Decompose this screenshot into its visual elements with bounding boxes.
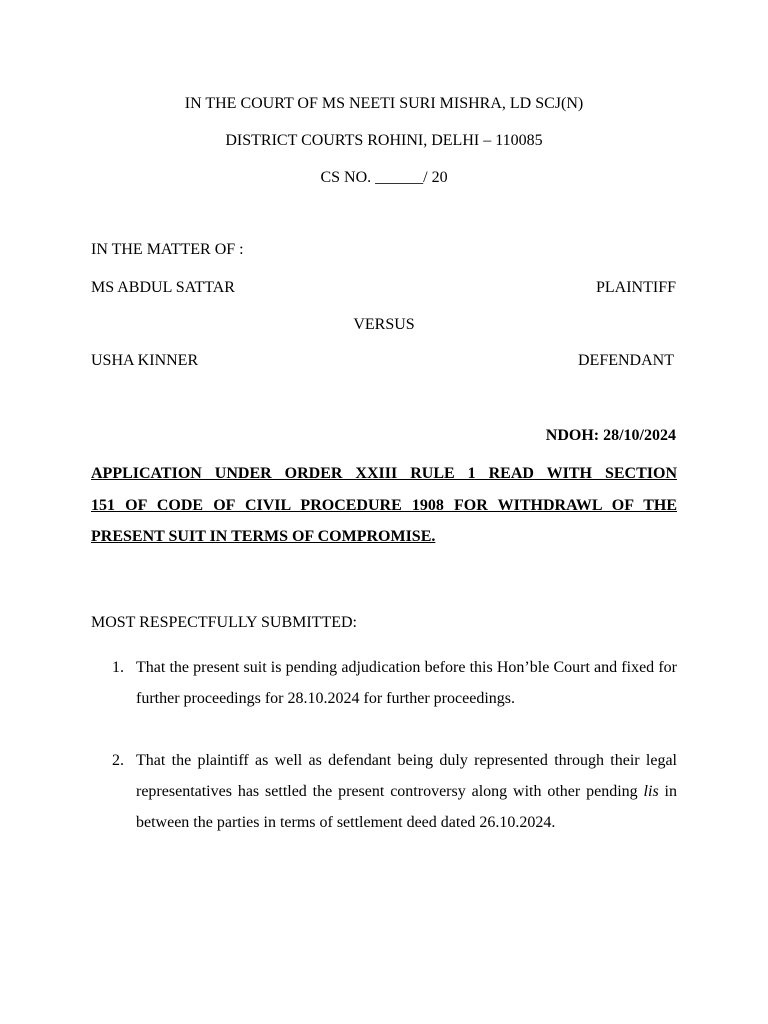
defendant-role: DEFENDANT — [578, 352, 674, 369]
plaintiff-role: PLAINTIFF — [595, 279, 676, 296]
plaintiff-name: MS ABDUL SATTAR — [91, 279, 235, 296]
paragraph-number: 2. — [112, 752, 124, 769]
paragraph-2-text-end: in between the parties in terms of settlement deed dated 26.10.2024. — [136, 783, 677, 832]
versus-label: VERSUS — [353, 316, 415, 333]
application-title-line-2: 151 OF CODE OF CIVIL PROCEDURE 1908 FOR WITHDRAWL OF THE — [91, 496, 677, 514]
case-number: CS NO. ______/ 20 — [320, 169, 448, 186]
paragraph-2-text-start: That the plaintiff as well as defendant being duly represented through their legal representatives has settled the present controversy along with other pending — [136, 752, 677, 801]
application-title-line-1: APPLICATION UNDER ORDER XXIII RULE 1 READ WITH SECTION — [91, 465, 677, 482]
paragraph-number: 1. — [112, 659, 124, 676]
paragraph-2 — [136, 745, 677, 839]
application-title-line-3: PRESENT SUIT IN TERMS OF COMPROMISE. — [91, 528, 436, 545]
submission-heading: MOST RESPECTFULLY SUBMITTED: — [91, 614, 357, 631]
ndoh-date: NDOH: 28/10/2024 — [545, 427, 676, 444]
matter-intro: IN THE MATTER OF : — [91, 241, 244, 258]
application-title — [91, 458, 677, 553]
district-heading: DISTRICT COURTS ROHINI, DELHI – 110085 — [225, 132, 543, 149]
court-heading: IN THE COURT OF MS NEETI SURI MISHRA, LD SCJ(N) — [184, 95, 584, 112]
paragraph-1: That the present suit is pending adjudication before this Hon’ble Court and fixed for further proceedings for 28.10.2024 for further proceedings. — [136, 659, 677, 708]
paragraph-2-italic-term: lis — [643, 783, 659, 801]
defendant-name: USHA KINNER — [91, 352, 199, 369]
